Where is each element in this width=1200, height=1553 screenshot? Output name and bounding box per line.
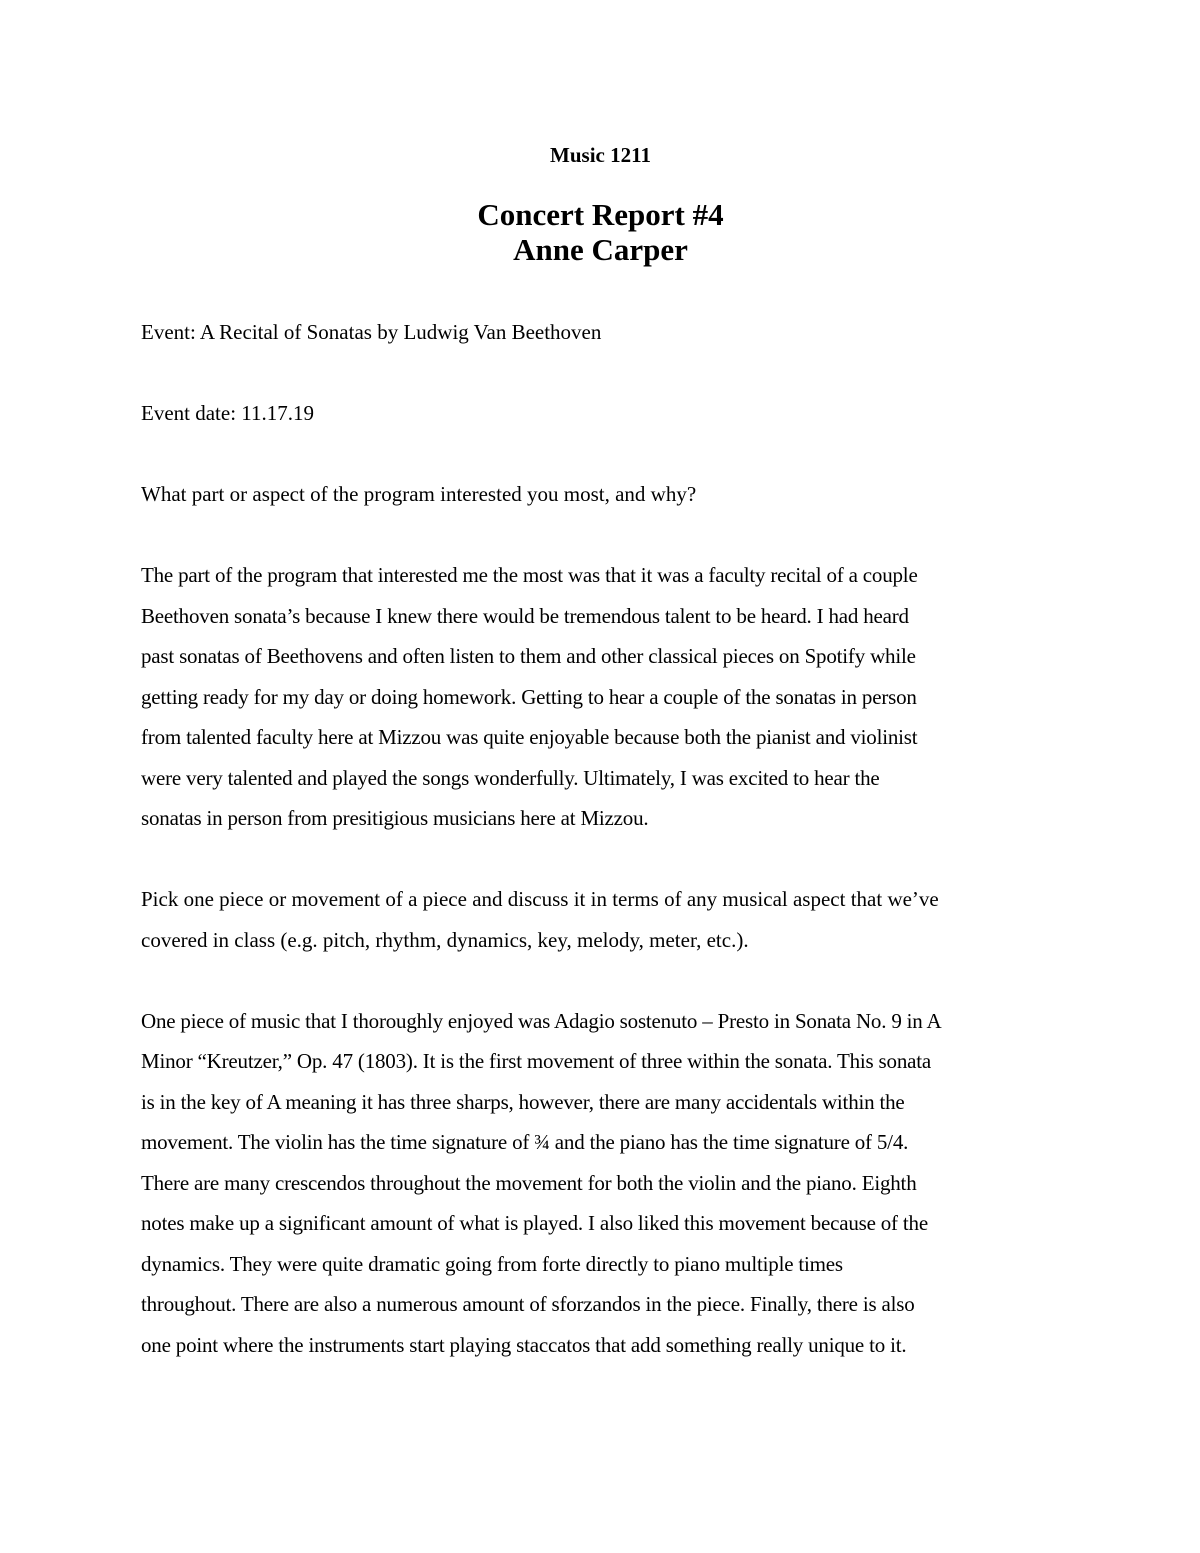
answer-line: throughout. There are also a numerous amount of sforzandos in the piece. Finally, there is also bbox=[141, 1292, 915, 1316]
answer-line: one point where the instruments start playing staccatos that add something really unique to it. bbox=[141, 1332, 907, 1357]
answer-line: were very talented and played the songs wonderfully. Ultimately, I was excited to hear the bbox=[141, 765, 880, 790]
answer-line: Beethoven sonata’s because I knew there would be tremendous talent to be heard. I had heard bbox=[141, 603, 909, 628]
answer-line: dynamics. They were quite dramatic going from forte directly to piano multiple times bbox=[141, 1251, 843, 1276]
author-name: Anne Carper bbox=[513, 232, 688, 267]
question-prompt-line: Pick one piece or movement of a piece and discuss it in terms of any musical aspect that we’ve bbox=[141, 887, 939, 911]
answer-line: notes make up a significant amount of what is played. I also liked this movement because of the bbox=[141, 1211, 928, 1235]
answer-line: getting ready for my day or doing homework. Getting to hear a couple of the sonatas in person bbox=[141, 684, 917, 709]
report-title: Concert Report #4 bbox=[477, 197, 724, 232]
question-prompt-line: covered in class (e.g. pitch, rhythm, dynamics, key, melody, meter, etc.). bbox=[141, 927, 749, 952]
event-date: Event date: 11.17.19 bbox=[141, 401, 315, 425]
question-1 bbox=[141, 474, 1060, 515]
answer-line: is in the key of A meaning it has three sharps, however, there are many accidentals within the bbox=[141, 1089, 905, 1114]
event-name: Event: A Recital of Sonatas by Ludwig Van Beethoven bbox=[141, 320, 602, 344]
answer-line: sonatas in person from presitigious musicians here at Mizzou. bbox=[141, 806, 649, 830]
answer-1 bbox=[141, 555, 1060, 839]
answer-line: Minor “Kreutzer,” Op. 47 (1803). It is the first movement of three within the sonata. This sonata bbox=[141, 1049, 932, 1073]
question-2 bbox=[141, 879, 1060, 960]
report-title-block bbox=[141, 197, 1060, 267]
answer-line: One piece of music that I thoroughly enjoyed was Adagio sostenuto – Presto in Sonata No. 9 in A bbox=[141, 1008, 942, 1033]
answer-line: The part of the program that interested me the most was that it was a faculty recital of a couple bbox=[141, 563, 918, 587]
question-prompt-line: What part or aspect of the program interested you most, and why? bbox=[141, 482, 697, 506]
answer-2 bbox=[141, 1001, 1060, 1366]
answer-line: There are many crescendos throughout the movement for both the violin and the piano. Eighth bbox=[141, 1170, 917, 1195]
answer-line: past sonatas of Beethovens and often listen to them and other classical pieces on Spotify while bbox=[141, 644, 916, 668]
answer-line: movement. The violin has the time signature of ¾ and the piano has the time signature of 5/4. bbox=[141, 1130, 909, 1154]
answer-line: from talented faculty here at Mizzou was quite enjoyable because both the pianist and violinist bbox=[141, 725, 918, 749]
course-title: Music 1211 bbox=[550, 143, 651, 167]
